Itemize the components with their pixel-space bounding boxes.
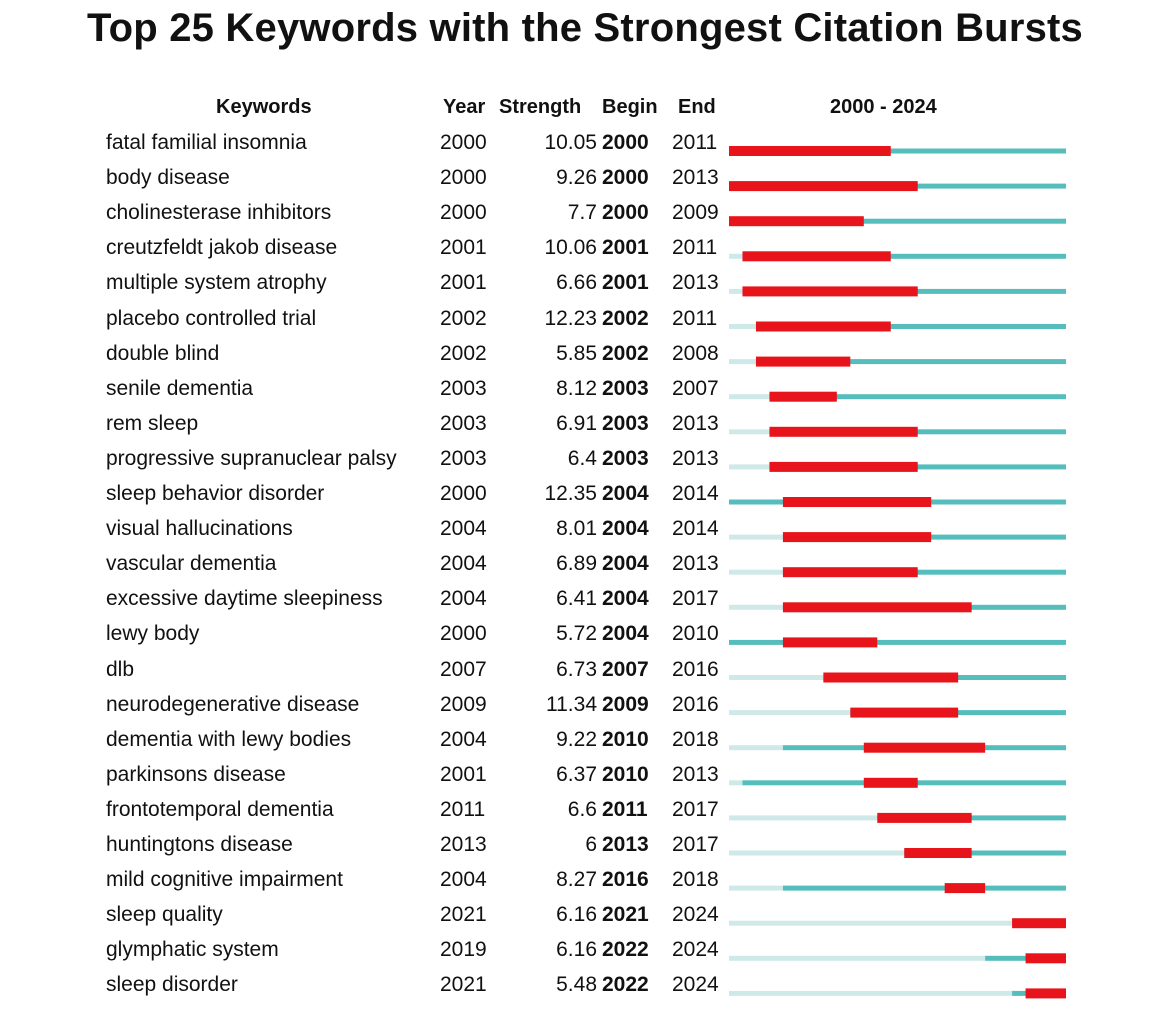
burst-bar xyxy=(729,216,864,226)
year-cell: 2001 xyxy=(440,271,487,295)
strength-cell: 6 xyxy=(585,833,597,856)
begin-cell: 2007 xyxy=(602,657,649,681)
keyword-cell: huntingtons disease xyxy=(106,833,293,856)
timeline-inactive-segment xyxy=(729,429,769,434)
year-cell: 2007 xyxy=(440,657,487,681)
keyword-cell: excessive daytime sleepiness xyxy=(106,587,383,611)
burst-bar xyxy=(769,427,917,437)
strength-cell: 6.4 xyxy=(567,446,597,470)
end-cell: 2011 xyxy=(672,236,718,260)
end-cell: 2010 xyxy=(672,622,719,646)
year-cell: 2000 xyxy=(440,201,487,225)
year-cell: 2000 xyxy=(440,482,487,505)
year-cell: 2021 xyxy=(440,903,487,927)
begin-cell: 2003 xyxy=(602,446,649,470)
timeline-active-segment xyxy=(729,640,1066,645)
keyword-cell: sleep disorder xyxy=(106,973,238,997)
end-cell: 2014 xyxy=(672,482,719,505)
strength-cell: 6.41 xyxy=(556,587,597,611)
end-cell: 2013 xyxy=(672,762,719,786)
strength-cell: 10.05 xyxy=(544,131,597,154)
begin-cell: 2002 xyxy=(602,341,649,365)
end-cell: 2016 xyxy=(672,657,719,681)
begin-cell: 2009 xyxy=(602,692,649,716)
timeline-inactive-segment xyxy=(729,815,877,820)
end-header: End xyxy=(678,96,716,118)
keyword-cell: multiple system atrophy xyxy=(106,271,327,295)
burst-bar xyxy=(1026,953,1066,963)
timeline-inactive-segment xyxy=(729,394,769,399)
timeline-inactive-segment xyxy=(729,464,769,469)
end-cell: 2018 xyxy=(672,868,719,892)
begin-cell: 2003 xyxy=(602,376,649,400)
end-cell: 2017 xyxy=(672,833,719,856)
begin-cell: 2022 xyxy=(602,938,649,962)
year-cell: 2002 xyxy=(440,306,487,330)
year-cell: 2000 xyxy=(440,622,487,646)
keyword-cell: dlb xyxy=(106,657,135,681)
year-cell: 2009 xyxy=(440,692,487,716)
range-header: 2000 - 2024 xyxy=(830,96,937,118)
keyword-cell: senile dementia xyxy=(106,376,254,400)
burst-bar xyxy=(1012,918,1066,928)
year-cell: 2001 xyxy=(440,236,487,260)
begin-cell: 2000 xyxy=(602,166,649,190)
keyword-cell: glymphatic system xyxy=(106,938,279,962)
timeline-inactive-segment xyxy=(729,745,783,750)
burst-bar xyxy=(742,251,890,261)
keyword-cell: dementia with lewy bodies xyxy=(106,727,352,751)
strength-cell: 6.89 xyxy=(556,552,597,576)
burst-bar xyxy=(742,286,917,296)
timeline-active-segment xyxy=(783,886,1066,891)
strength-cell: 5.72 xyxy=(556,622,597,646)
begin-cell: 2001 xyxy=(602,236,649,260)
keyword-cell: creutzfeldt jakob disease xyxy=(106,236,338,260)
begin-cell: 2004 xyxy=(602,552,649,576)
keyword-cell: neurodegenerative disease xyxy=(106,692,360,716)
begin-header: Begin xyxy=(602,96,658,118)
timeline-inactive-segment xyxy=(729,675,823,680)
begin-cell: 2000 xyxy=(602,131,649,154)
keyword-cell: double blind xyxy=(106,341,220,365)
end-cell: 2024 xyxy=(672,973,719,997)
timeline-inactive-segment xyxy=(729,254,742,259)
burst-bar xyxy=(769,462,917,472)
end-cell: 2024 xyxy=(672,938,719,962)
strength-cell: 8.01 xyxy=(556,517,597,541)
strength-cell: 6.37 xyxy=(556,762,597,786)
year-cell: 2003 xyxy=(440,376,487,400)
year-cell: 2003 xyxy=(440,446,487,470)
strength-cell: 11.34 xyxy=(546,692,597,716)
strength-cell: 6.16 xyxy=(556,903,597,927)
year-cell: 2000 xyxy=(440,166,487,190)
end-cell: 2017 xyxy=(672,797,719,821)
year-cell: 2003 xyxy=(440,411,487,435)
year-cell: 2002 xyxy=(440,341,487,365)
burst-bar xyxy=(729,146,891,156)
year-cell: 2004 xyxy=(440,517,487,541)
end-cell: 2013 xyxy=(672,166,719,190)
year-cell: 2004 xyxy=(440,552,487,576)
timeline-inactive-segment xyxy=(729,780,742,785)
strength-cell: 7.7 xyxy=(567,201,597,225)
begin-cell: 2022 xyxy=(602,973,649,997)
timeline-inactive-segment xyxy=(729,886,783,891)
year-cell: 2019 xyxy=(440,938,487,962)
timeline-inactive-segment xyxy=(729,991,1012,996)
end-cell: 2009 xyxy=(672,201,719,225)
year-cell: 2004 xyxy=(440,727,487,751)
keyword-cell: rem sleep xyxy=(106,411,199,435)
burst-bar xyxy=(877,813,971,823)
burst-bar xyxy=(783,567,918,577)
end-cell: 2011 xyxy=(672,306,718,330)
strength-header: Strength xyxy=(499,96,582,118)
begin-cell: 2000 xyxy=(602,201,649,225)
begin-cell: 2010 xyxy=(602,727,649,751)
strength-cell: 10.06 xyxy=(544,236,597,260)
keyword-cell: vascular dementia xyxy=(106,552,277,576)
keyword-cell: placebo controlled trial xyxy=(106,306,317,330)
end-cell: 2013 xyxy=(672,271,719,295)
begin-cell: 2010 xyxy=(602,762,649,786)
keyword-cell: parkinsons disease xyxy=(106,762,286,786)
begin-cell: 2004 xyxy=(602,517,649,541)
burst-bar xyxy=(823,673,958,683)
strength-cell: 6.6 xyxy=(567,797,597,821)
burst-bar xyxy=(864,778,918,788)
timeline-inactive-segment xyxy=(729,359,756,364)
strength-cell: 9.26 xyxy=(556,166,597,190)
timeline-inactive-segment xyxy=(729,921,1012,926)
strength-cell: 12.35 xyxy=(544,482,597,505)
strength-cell: 6.66 xyxy=(556,271,597,295)
year-cell: 2004 xyxy=(440,587,487,611)
end-cell: 2008 xyxy=(672,341,719,365)
begin-cell: 2013 xyxy=(602,833,649,856)
end-cell: 2024 xyxy=(672,903,719,927)
keywords-header: Keywords xyxy=(216,96,312,118)
year-header: Year xyxy=(443,96,486,118)
timeline-inactive-segment xyxy=(729,605,783,610)
burst-bar xyxy=(904,848,971,858)
burst-bar xyxy=(850,708,958,718)
burst-bar xyxy=(864,743,985,753)
strength-cell: 9.22 xyxy=(556,727,597,751)
burst-bar xyxy=(1026,988,1066,998)
begin-cell: 2003 xyxy=(602,411,649,435)
begin-cell: 2002 xyxy=(602,306,649,330)
begin-cell: 2016 xyxy=(602,868,649,892)
keyword-cell: fatal familial insomnia xyxy=(106,131,307,154)
keyword-cell: cholinesterase inhibitors xyxy=(106,201,332,225)
begin-cell: 2021 xyxy=(602,903,649,927)
timeline-inactive-segment xyxy=(729,956,985,961)
strength-cell: 5.48 xyxy=(556,973,597,997)
burst-bar xyxy=(783,532,931,542)
burst-bar xyxy=(945,883,985,893)
year-cell: 2000 xyxy=(440,131,487,154)
begin-cell: 2004 xyxy=(602,587,649,611)
end-cell: 2013 xyxy=(672,411,719,435)
chart-title: Top 25 Keywords with the Strongest Citation Bursts xyxy=(86,6,1083,50)
burst-bar xyxy=(756,322,891,332)
year-cell: 2011 xyxy=(440,797,486,821)
burst-bar xyxy=(729,181,918,191)
begin-cell: 2011 xyxy=(602,797,648,821)
burst-bar xyxy=(769,392,836,402)
end-cell: 2013 xyxy=(672,552,719,576)
timeline-inactive-segment xyxy=(729,289,742,294)
end-cell: 2016 xyxy=(672,692,719,716)
keyword-cell: lewy body xyxy=(106,622,200,646)
strength-cell: 8.12 xyxy=(556,376,597,400)
year-cell: 2001 xyxy=(440,762,487,786)
timeline-inactive-segment xyxy=(729,535,783,540)
keyword-cell: sleep quality xyxy=(106,903,223,927)
burst-bar xyxy=(783,602,972,612)
strength-cell: 6.91 xyxy=(556,411,597,435)
strength-cell: 12.23 xyxy=(544,306,597,330)
year-cell: 2013 xyxy=(440,833,487,856)
burst-bar xyxy=(783,637,877,647)
burst-bar xyxy=(783,497,931,507)
strength-cell: 8.27 xyxy=(556,868,597,892)
end-cell: 2017 xyxy=(672,587,719,611)
keyword-cell: frontotemporal dementia xyxy=(106,797,334,821)
timeline-inactive-segment xyxy=(729,851,904,856)
timeline-inactive-segment xyxy=(729,570,783,575)
strength-cell: 5.85 xyxy=(556,341,597,365)
burst-bar xyxy=(756,357,850,367)
begin-cell: 2004 xyxy=(602,482,649,505)
begin-cell: 2001 xyxy=(602,271,649,295)
end-cell: 2018 xyxy=(672,727,719,751)
timeline-inactive-segment xyxy=(729,710,850,715)
keyword-cell: progressive supranuclear palsy xyxy=(106,446,397,470)
keyword-cell: visual hallucinations xyxy=(106,517,293,541)
end-cell: 2011 xyxy=(672,131,718,154)
year-cell: 2004 xyxy=(440,868,487,892)
begin-cell: 2004 xyxy=(602,622,649,646)
keyword-cell: mild cognitive impairment xyxy=(106,868,343,892)
year-cell: 2021 xyxy=(440,973,487,997)
strength-cell: 6.16 xyxy=(556,938,597,962)
end-cell: 2014 xyxy=(672,517,719,541)
timeline-inactive-segment xyxy=(729,324,756,329)
end-cell: 2007 xyxy=(672,376,719,400)
strength-cell: 6.73 xyxy=(556,657,597,681)
end-cell: 2013 xyxy=(672,446,719,470)
keyword-cell: sleep behavior disorder xyxy=(106,482,325,505)
keyword-cell: body disease xyxy=(106,166,230,190)
